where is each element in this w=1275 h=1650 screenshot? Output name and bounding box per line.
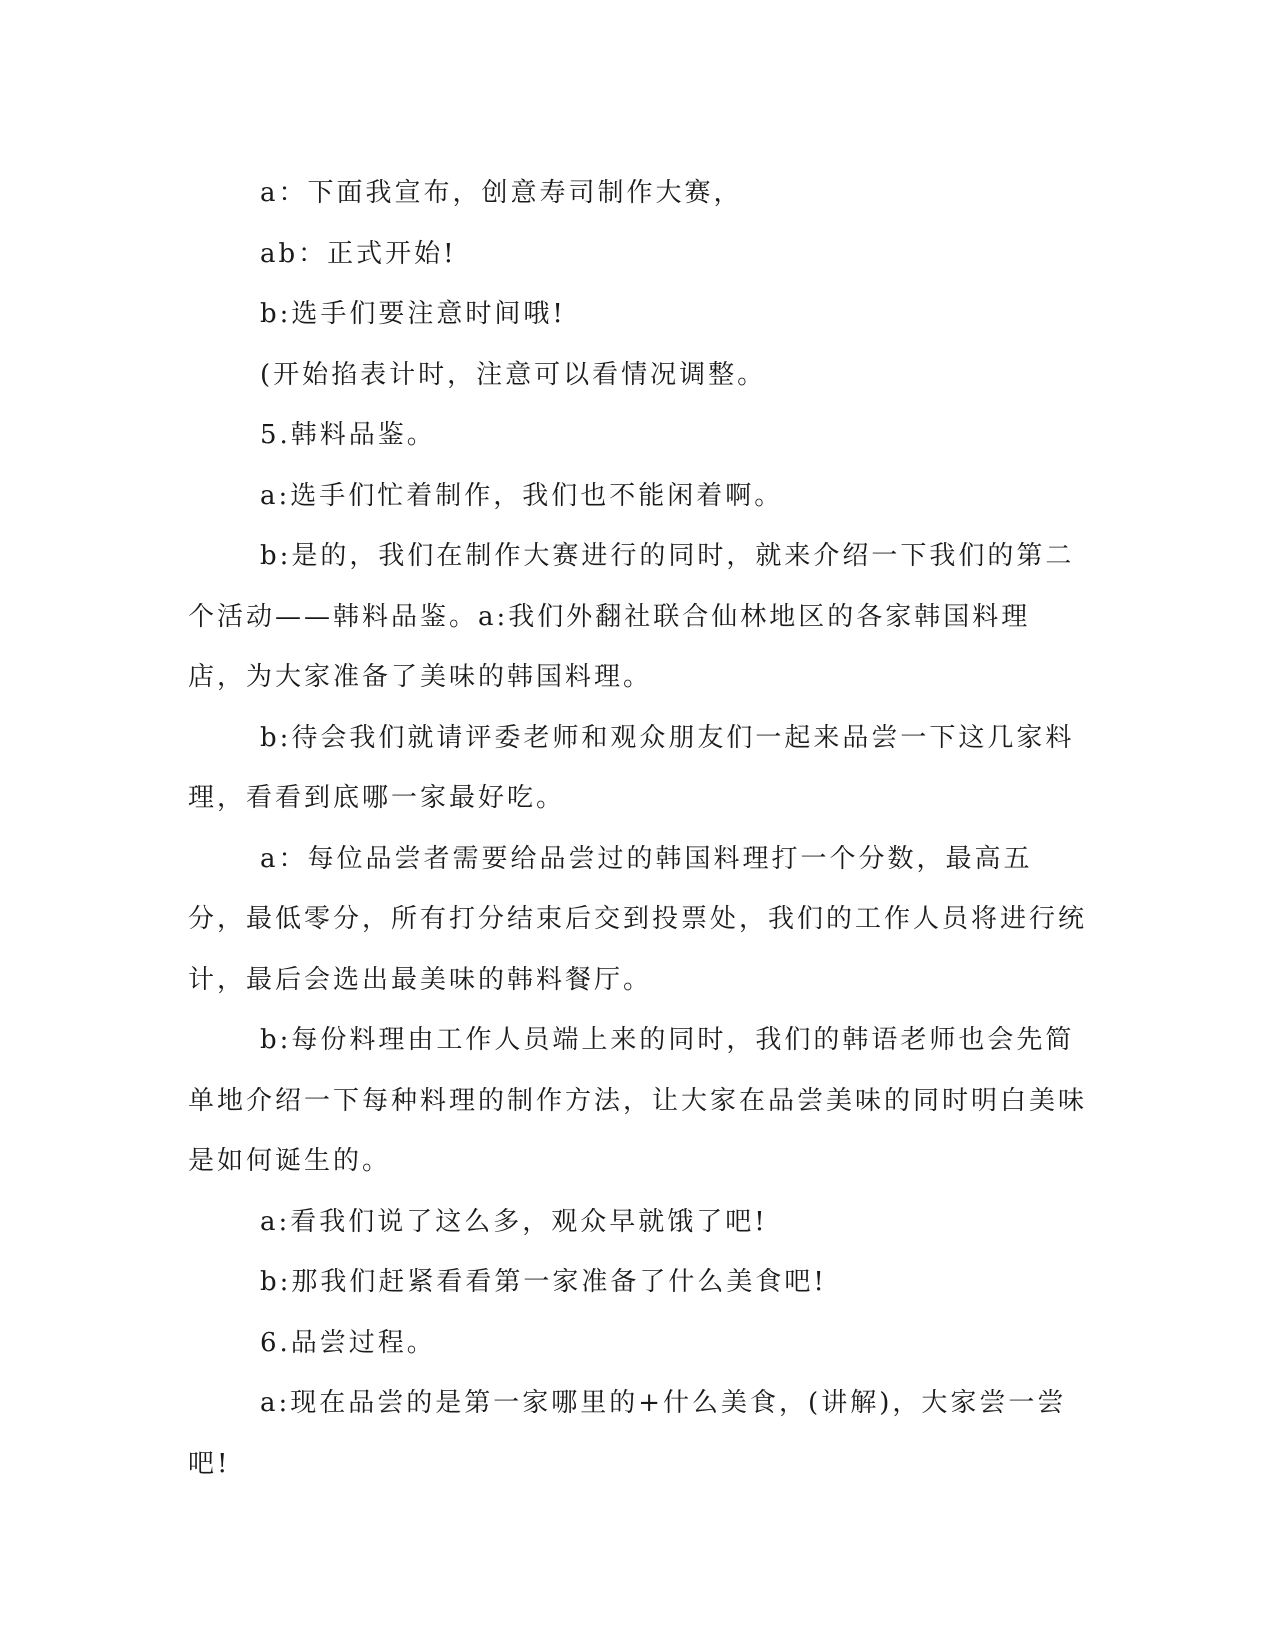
paragraph: b:是的，我们在制作大赛进行的同时，就来介绍一下我们的第二个活动——韩料品鉴。a:我们外翻社联合仙林地区的各家韩国料理店，为大家准备了美味的韩国料理。 [188,541,1075,692]
paragraph: a：下面我宣布，创意寿司制作大赛， [260,178,743,208]
section-heading: 6.品尝过程。 [260,1327,436,1358]
paragraph: b:每份料理由工作人员端上来的同时，我们的韩语老师也会先简单地介绍一下每种料理的制作方法，让大家在品尝美味的同时明白美味是如何诞生的。 [188,1025,1088,1176]
paragraph: ab：正式开始! [260,238,457,269]
paragraph: a：每位品尝者需要给品尝过的韩国料理打一个分数，最高五分，最低零分，所有打分结束后交到投票处，我们的工作人员将进行统计，最后会选出最美味的韩料餐厅。 [188,843,1088,995]
paragraph: (开始掐表计时，注意可以看情况调整。 [260,359,767,390]
paragraph: a:选手们忙着制作，我们也不能闲着啊。 [260,480,784,511]
paragraph: b:待会我们就请评委老师和观众朋友们一起来品尝一下这几家料理，看看到底哪一家最好吃。 [188,722,1075,813]
section-heading: 5.韩料品鉴。 [260,420,436,450]
paragraph: a:看我们说了这么多，观众早就饿了吧! [260,1206,768,1237]
paragraph: b:选手们要注意时间哦! [260,299,566,329]
paragraph: b:那我们赶紧看看第一家准备了什么美食吧! [260,1267,827,1297]
paragraph: a:现在品尝的是第一家哪里的+什么美食，(讲解)，大家尝一尝吧! [188,1388,1067,1479]
document-body [188,163,1088,1494]
